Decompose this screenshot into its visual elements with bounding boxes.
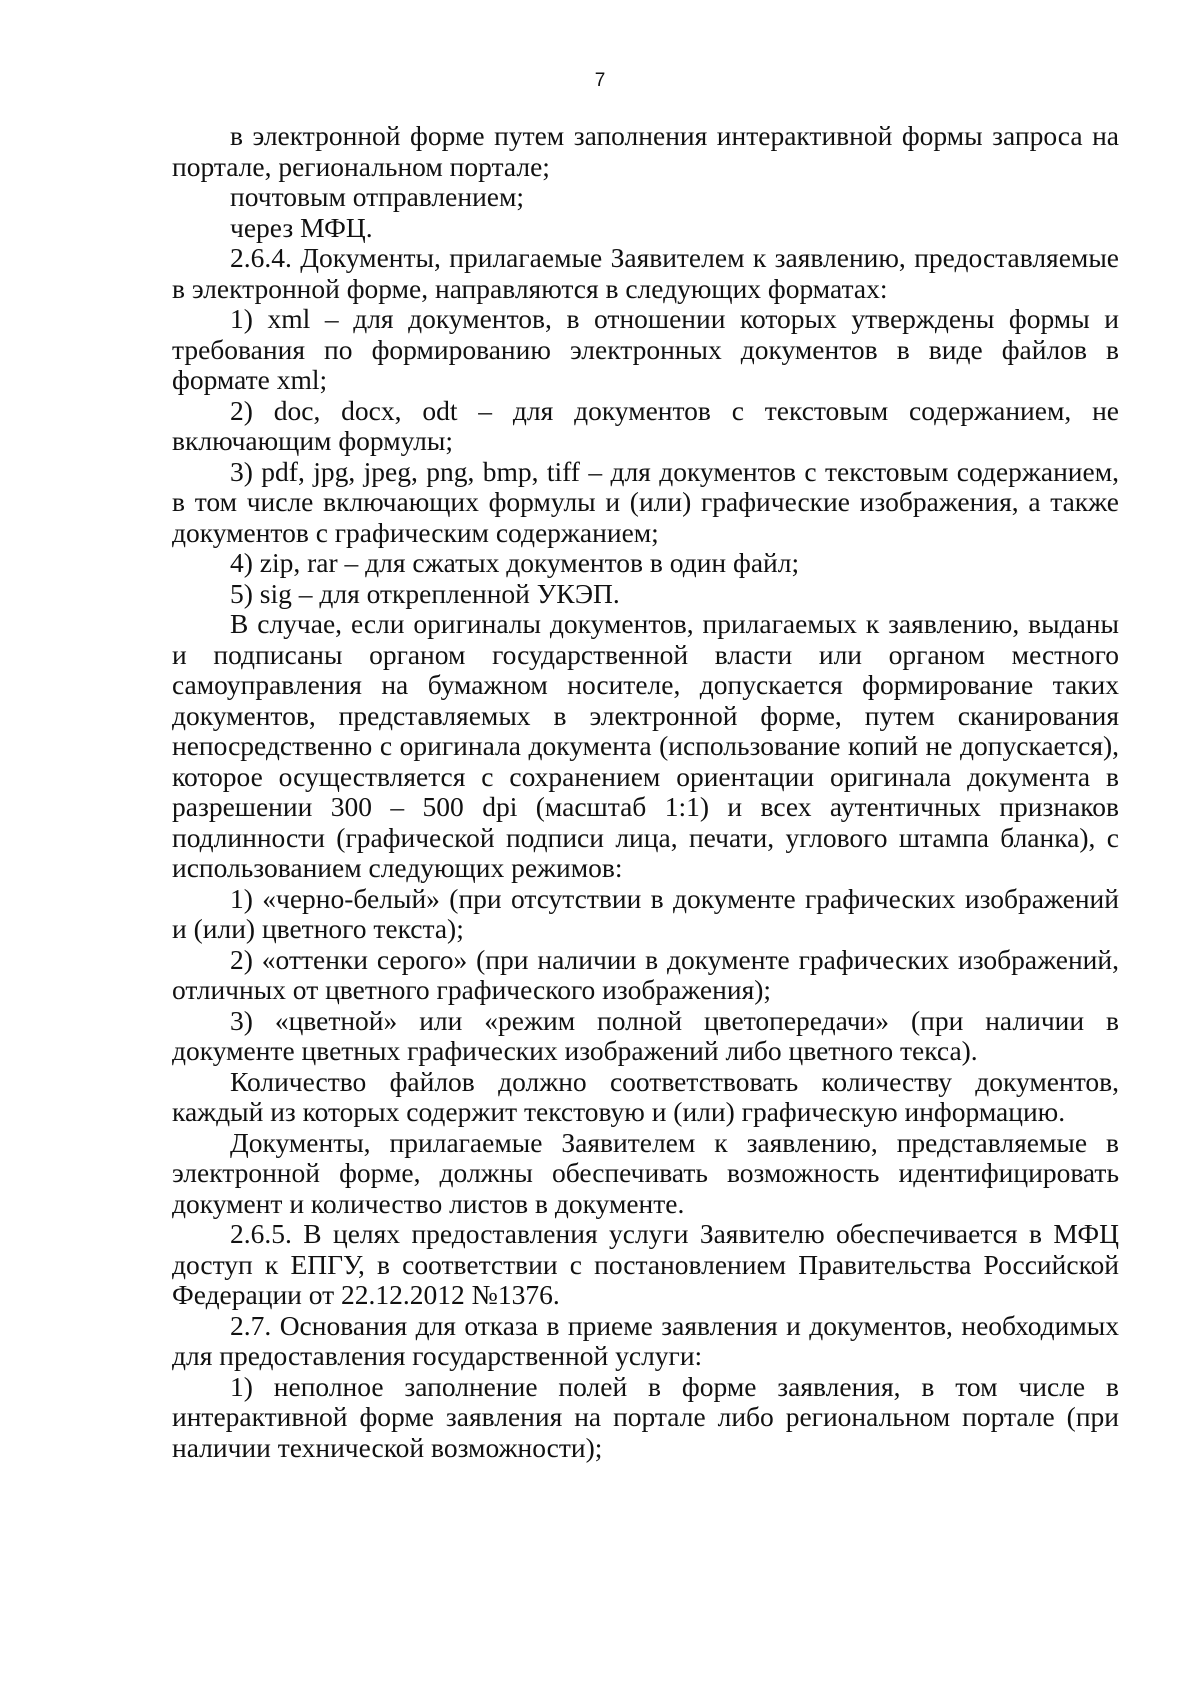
list-item-pdf: 3) pdf, jpg, jpeg, png, bmp, tiff – для документов с текстовым содержанием, в том числе включающих формулы и (или) графические изображения, а также документов с графическим содержанием; <box>172 455 1119 548</box>
list-item-incomplete: 1) неполное заполнение полей в форме заявления, в том числе в интерактивной форме заявления на портале либо региональном портале (при наличии технической возможности); <box>172 1370 1119 1463</box>
paragraph-2-6-4: 2.6.4. Документы, прилагаемые Заявителем к заявлению, предоставляемые в электронной форме, направляются в следующих форматах: <box>172 242 1119 304</box>
paragraph-2-7: 2.7. Основания для отказа в приеме заявления и документов, необходимых для предоставления государственной услуги: <box>172 1309 1119 1371</box>
list-item-doc: 2) doc, docx, odt – для документов с текстовым содержанием, не включающим формулы; <box>172 394 1119 456</box>
list-item-color: 3) «цветной» или «режим полной цветопередачи» (при наличии в документе цветных графических изображений либо цветного текса). <box>172 1004 1119 1066</box>
list-item-zip: 4) zip, rar – для сжатых документов в один файл; <box>230 547 800 578</box>
paragraph-file-count: Количество файлов должно соответствовать количеству документов, каждый из которых содержит текстовую и (или) графическую информацию. <box>172 1065 1119 1127</box>
list-item-sig: 5) sig – для открепленной УКЭП. <box>230 577 620 609</box>
paragraph-scanning: В случае, если оригиналы документов, прилагаемых к заявлению, выданы и подписаны органом государственной власти или органом местного самоуправления на бумажном носителе, допускается формирование таких документов, представляемых в электронной форме, путем сканирования непосредственно с оригинала документа (использование копий не допускается), которое осуществляется с сохранением ориентации оригинала документа в разрешении 300 – 500 dpi (масштаб 1:1) и всех аутентичных признаков подлинности (графической подписи лица, печати, углового штампа бланка), с использованием следующих режимов: <box>172 608 1119 883</box>
paragraph-identification: Документы, прилагаемые Заявителем к заявлению, представляемые в электронной форме, должны обеспечивать возможность идентифицировать документ и количество листов в документе. <box>172 1126 1119 1219</box>
paragraph-electronic-form: в электронной форме путем заполнения интерактивной формы запроса на портале, региональном портале; <box>172 120 1119 182</box>
list-item-black-white: 1) «черно-белый» (при отсутствии в документе графических изображений и (или) цветного текста); <box>172 882 1119 944</box>
paragraph-mfc: через МФЦ. <box>230 211 373 243</box>
list-item-xml: 1) xml – для документов, в отношении которых утверждены формы и требования по формированию электронных документов в виде файлов в формате xml; <box>172 303 1119 395</box>
page-number: 7 <box>594 70 606 91</box>
paragraph-postal: почтовым отправлением; <box>230 181 525 212</box>
paragraph-2-6-5: 2.6.5. В целях предоставления услуги Заявителю обеспечивается в МФЦ доступ к ЕПГУ, в соответствии с постановлением Правительства Российской Федерации от 22.12.2012 №1376. <box>172 1218 1119 1310</box>
document-body <box>172 121 1119 1463</box>
list-item-grayscale: 2) «оттенки серого» (при наличии в документе графических изображений, отличных от цветного графического изображения); <box>172 943 1119 1005</box>
